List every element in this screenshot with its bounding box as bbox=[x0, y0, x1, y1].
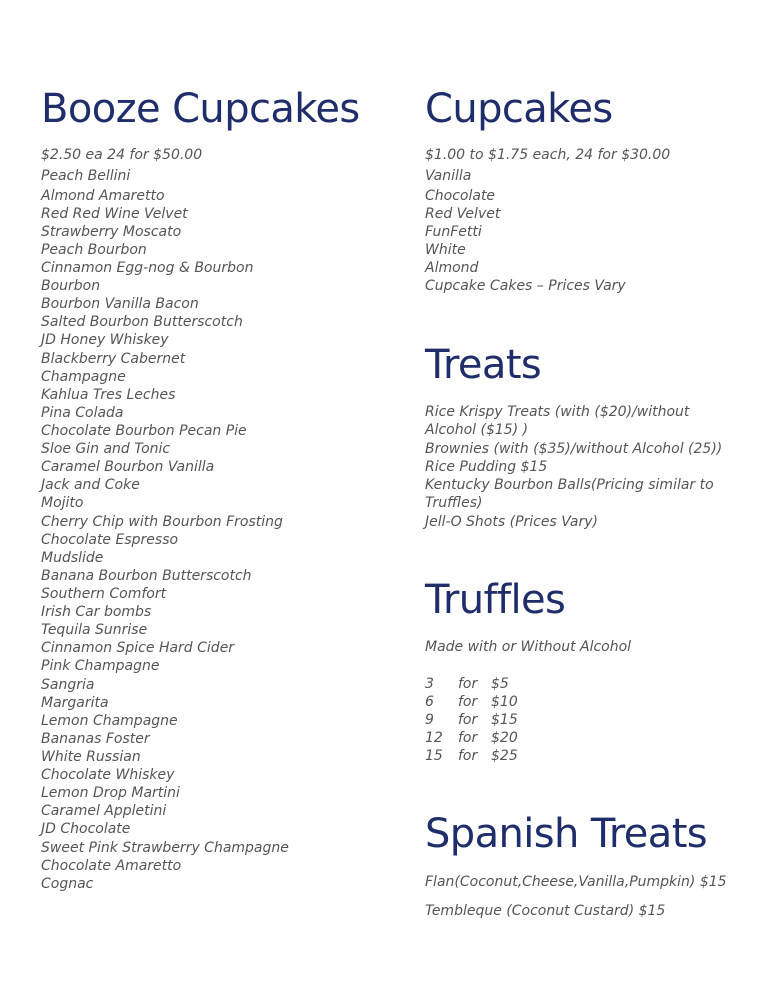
truffle-qty: 3 bbox=[425, 676, 434, 692]
list-item: Lemon Drop Martini bbox=[41, 785, 180, 801]
truffles-title: Truffles bbox=[425, 577, 566, 623]
cupcakes-price: $1.00 to $1.75 each, 24 for $30.00 bbox=[425, 147, 671, 163]
list-item: Kahlua Tres Leches bbox=[41, 387, 176, 403]
booze-cupcakes-price: $2.50 ea 24 for $50.00 bbox=[41, 147, 203, 163]
truffle-price-row bbox=[425, 693, 518, 711]
truffle-qty: 9 bbox=[425, 712, 434, 728]
list-item: Cinnamon Spice Hard Cider bbox=[41, 640, 235, 656]
truffle-price-row bbox=[425, 711, 518, 729]
truffle-price: $25 bbox=[491, 748, 518, 764]
list-item: Sangria bbox=[41, 677, 95, 693]
list-item: FunFetti bbox=[425, 224, 482, 240]
spanish-treats-title: Spanish Treats bbox=[425, 811, 708, 857]
list-item: Caramel Appletini bbox=[41, 803, 167, 819]
list-item: Chocolate Whiskey bbox=[41, 767, 175, 783]
truffle-for: for bbox=[458, 694, 478, 710]
list-item: Chocolate Amaretto bbox=[41, 858, 182, 874]
list-item: Jack and Coke bbox=[41, 477, 140, 493]
list-item: Champagne bbox=[41, 369, 126, 385]
truffle-qty: 15 bbox=[425, 748, 443, 764]
list-item: Rice Krispy Treats (with ($20)/without Alcohol ($15) ) bbox=[425, 404, 690, 438]
booze-cupcakes-title: Booze Cupcakes bbox=[41, 86, 360, 132]
list-item: Chocolate Bourbon Pecan Pie bbox=[41, 423, 247, 439]
truffle-for: for bbox=[458, 748, 478, 764]
list-item: Chocolate bbox=[425, 188, 496, 204]
truffle-for: for bbox=[458, 712, 478, 728]
list-item: Bananas Foster bbox=[41, 731, 150, 747]
truffle-for: for bbox=[458, 730, 478, 746]
list-item: Lemon Champagne bbox=[41, 713, 178, 729]
list-item: Mudslide bbox=[41, 550, 104, 566]
truffle-price: $20 bbox=[491, 730, 518, 746]
list-item: Bourbon bbox=[41, 278, 101, 294]
list-item: Rice Pudding $15 bbox=[425, 459, 548, 475]
list-item: Pink Champagne bbox=[41, 658, 160, 674]
list-item: Cupcake Cakes – Prices Vary bbox=[425, 278, 626, 294]
list-item: Chocolate Espresso bbox=[41, 532, 179, 548]
list-item: Jell-O Shots (Prices Vary) bbox=[425, 514, 598, 530]
list-item: Irish Car bombs bbox=[41, 604, 152, 620]
list-item: Tembleque (Coconut Custard) $15 bbox=[425, 903, 666, 919]
list-item: Red Red Wine Velvet bbox=[41, 206, 188, 222]
list-item: Banana Bourbon Butterscotch bbox=[41, 568, 252, 584]
truffle-price: $15 bbox=[491, 712, 518, 728]
list-item: Tequila Sunrise bbox=[41, 622, 148, 638]
list-item: Mojito bbox=[41, 495, 84, 511]
truffle-qty: 12 bbox=[425, 730, 443, 746]
list-item: Blackberry Cabernet bbox=[41, 351, 186, 367]
list-item: Vanilla bbox=[425, 168, 472, 184]
truffle-price: $5 bbox=[491, 676, 509, 692]
list-item: Almond bbox=[425, 260, 479, 276]
list-item: Cognac bbox=[41, 876, 94, 892]
truffle-price-row bbox=[425, 675, 509, 693]
list-item: Cinnamon Egg-nog & Bourbon bbox=[41, 260, 254, 276]
list-item: Sloe Gin and Tonic bbox=[41, 441, 171, 457]
list-item: Kentucky Bourbon Balls(Pricing similar to Truffles) bbox=[425, 477, 714, 511]
truffle-price-row bbox=[425, 729, 518, 747]
list-item: Pina Colada bbox=[41, 405, 124, 421]
truffle-price-row bbox=[425, 747, 518, 765]
list-item: Brownies (with ($35)/without Alcohol (25)) bbox=[425, 441, 723, 457]
list-item: Strawberry Moscato bbox=[41, 224, 182, 240]
list-item: Caramel Bourbon Vanilla bbox=[41, 459, 215, 475]
list-item: Red Velvet bbox=[425, 206, 501, 222]
truffle-price: $10 bbox=[491, 694, 518, 710]
list-item: Cherry Chip with Bourbon Frosting bbox=[41, 514, 283, 530]
list-item: Peach Bellini bbox=[41, 168, 131, 184]
cupcakes-title: Cupcakes bbox=[425, 86, 613, 132]
list-item: Salted Bourbon Butterscotch bbox=[41, 314, 243, 330]
list-item: JD Chocolate bbox=[41, 821, 131, 837]
list-item: White bbox=[425, 242, 466, 258]
list-item: Margarita bbox=[41, 695, 109, 711]
list-item: Southern Comfort bbox=[41, 586, 167, 602]
truffle-for: for bbox=[458, 676, 478, 692]
list-item: White Russian bbox=[41, 749, 141, 765]
list-item: Peach Bourbon bbox=[41, 242, 147, 258]
list-item: Bourbon Vanilla Bacon bbox=[41, 296, 199, 312]
truffles-note: Made with or Without Alcohol bbox=[425, 639, 632, 655]
list-item: Flan(Coconut,Cheese,Vanilla,Pumpkin) $15 bbox=[425, 874, 727, 890]
treats-title: Treats bbox=[425, 342, 542, 388]
list-item: JD Honey Whiskey bbox=[41, 332, 169, 348]
list-item: Sweet Pink Strawberry Champagne bbox=[41, 840, 289, 856]
truffle-qty: 6 bbox=[425, 694, 434, 710]
list-item: Almond Amaretto bbox=[41, 188, 165, 204]
